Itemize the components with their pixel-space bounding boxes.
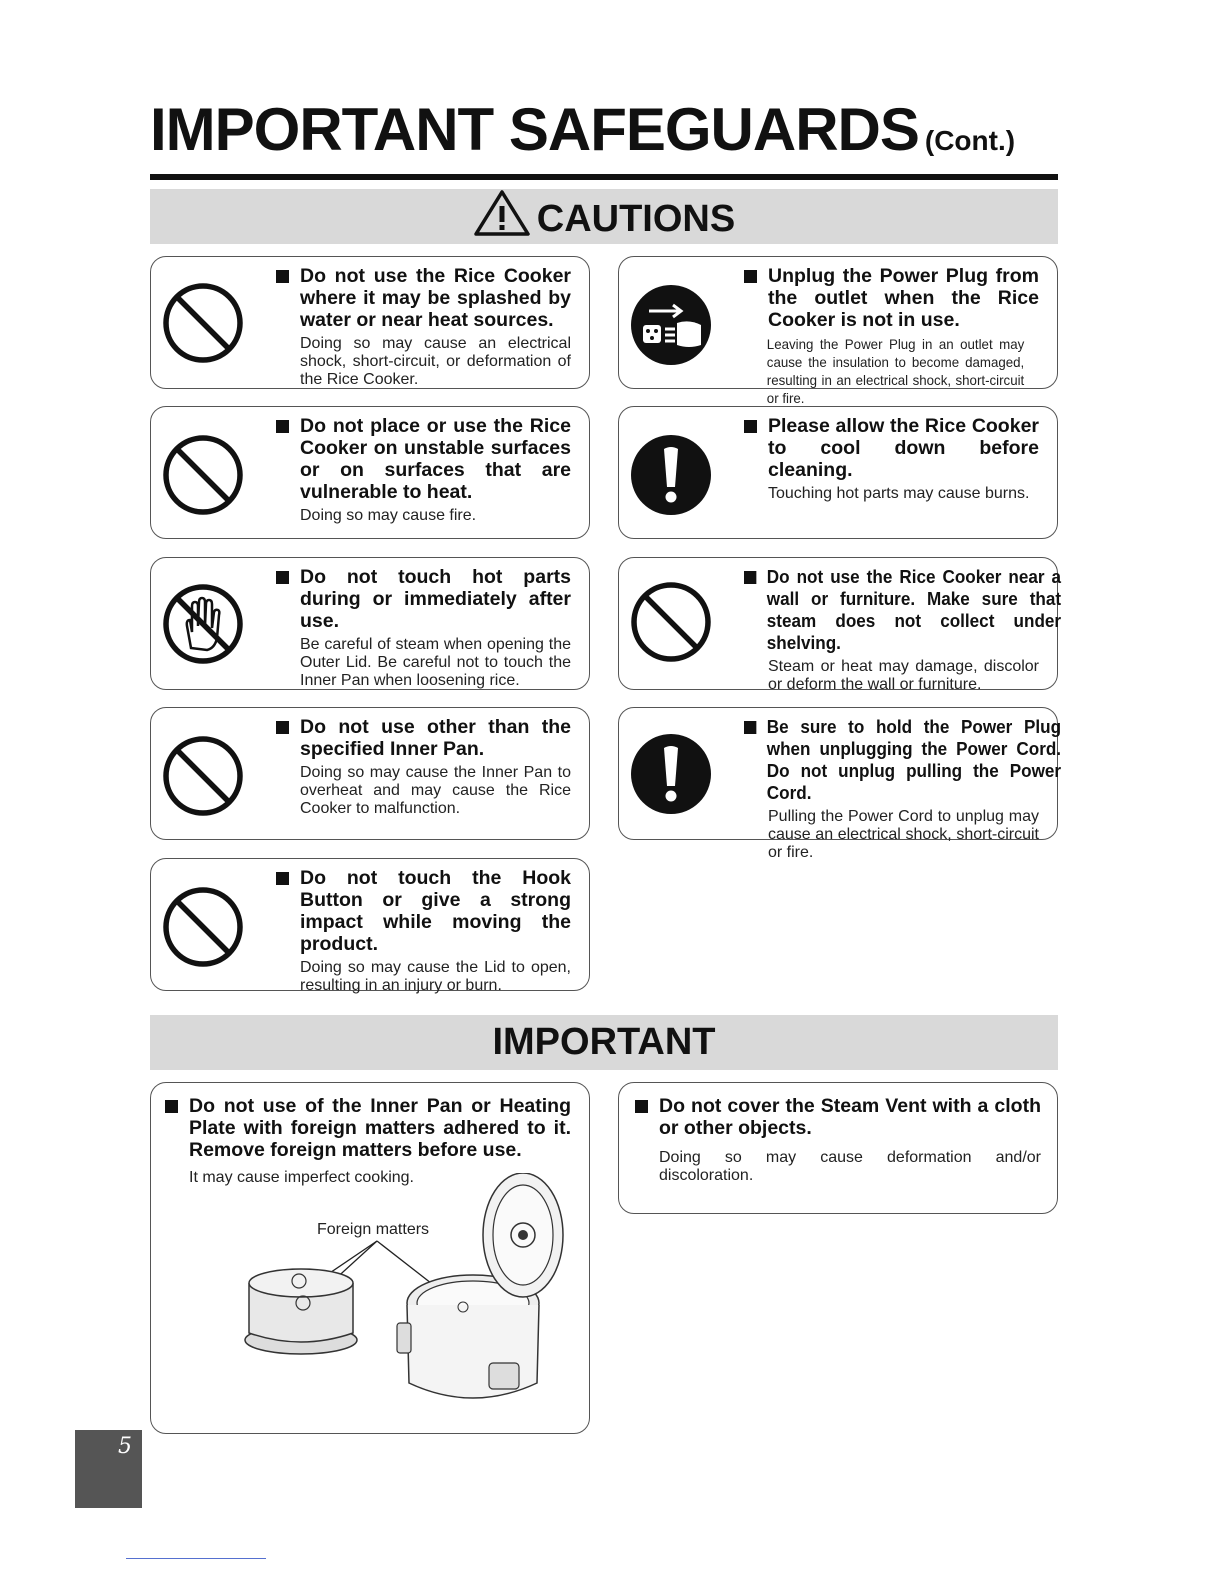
caution-body: Doing so may cause the Inner Pan to overheat and may cause the Rice Cooker to malfunction. (300, 764, 571, 817)
caution-heading: Please allow the Rice Cooker to cool down before cleaning. (744, 415, 1039, 481)
important-body: It may cause imperfect cooking. (189, 1169, 414, 1186)
caution-heading: Do not place or use the Rice Cooker on unstable surfaces or on surfaces that are vulnerable to heat. (276, 415, 571, 503)
prohibited-icon (161, 433, 245, 517)
caution-card-cool-down (618, 406, 1058, 539)
prohibited-icon (161, 734, 245, 818)
no-touch-icon (161, 582, 245, 666)
caution-body: Touching hot parts may cause burns. (768, 485, 1030, 502)
caution-card-hot-parts (150, 557, 590, 690)
caution-heading: Be sure to hold the Power Plug when unplugging the Power Cord. Do not unplug pulling the Power Cord. (744, 716, 1061, 804)
important-heading: Do not use of the Inner Pan or Heating Plate with foreign matters adhered to it. Remove foreign matters before use. (165, 1095, 571, 1161)
caution-card-power-plug (618, 707, 1062, 861)
page-number: 5 (75, 1430, 142, 1508)
important-body: Doing so may cause deformation and/or discoloration. (659, 1149, 1041, 1184)
prohibited-icon (629, 580, 713, 664)
caution-card-hook-button (150, 858, 590, 994)
caution-body: Leaving the Power Plug in an outlet may cause the insulation to become damaged, resulting in an electrical shock, short-circuit or fire. (766, 336, 1025, 406)
caution-heading: Do not touch the Hook Button or give a strong impact while moving the product. (276, 867, 571, 955)
rice-cooker-illustration (237, 1173, 577, 1423)
important-card-steam-vent (618, 1082, 1058, 1214)
caution-body: Doing so may cause an electrical shock, short-circuit, or deformation of the Rice Cooker. (300, 335, 571, 388)
cautions-band-label: CAUTIONS (536, 198, 736, 240)
caution-heading: Do not use the Rice Cooker where it may be splashed by water or near heat sources. (276, 265, 571, 331)
caution-heading: Do not use the Rice Cooker near a wall or furniture. Make sure that steam does not collect under shelving. (744, 566, 1061, 654)
caution-heading: Unplug the Power Plug from the outlet when the Rice Cooker is not in use. (744, 265, 1039, 331)
prohibited-icon (161, 281, 245, 365)
caution-card-unplug (618, 256, 1058, 406)
important-heading: Do not cover the Steam Vent with a cloth or other objects. (635, 1095, 1041, 1139)
caution-body: Doing so may cause the Lid to open, resulting in an injury or burn. (300, 959, 571, 994)
caution-heading: Do not use other than the specified Inner Pan. (276, 716, 571, 760)
figure-label: Foreign matters (317, 1221, 430, 1238)
page-title-text: IMPORTANT SAFEGUARDS (150, 96, 919, 163)
caution-body: Be careful of steam when opening the Outer Lid. Be careful not to touch the Inner Pan when loosening rice. (300, 636, 571, 689)
caution-body: Doing so may cause fire. (300, 507, 477, 524)
footer-rule (126, 1558, 266, 1559)
caution-card-wall (618, 557, 1062, 693)
page-title (150, 96, 1016, 163)
page-title-cont: (Cont.) (924, 125, 1016, 156)
exclamation-icon (629, 732, 713, 816)
exclamation-icon (629, 433, 713, 517)
prohibited-icon (161, 885, 245, 969)
caution-body: Pulling the Power Cord to unplug may cause an electrical shock, short-circuit or fire. (768, 808, 1039, 861)
cautions-band (150, 189, 1058, 244)
caution-body: Steam or heat may damage, discolor or deform the wall or furniture. (768, 658, 1039, 693)
caution-card-unstable (150, 406, 590, 539)
important-band (150, 1015, 1058, 1070)
warning-triangle-icon (473, 189, 531, 237)
caution-heading: Do not touch hot parts during or immediately after use. (276, 566, 571, 632)
title-rule (150, 174, 1058, 180)
caution-card-splash (150, 256, 590, 389)
caution-card-inner-pan (150, 707, 590, 840)
important-card-foreign-matters (150, 1082, 590, 1434)
important-band-label: IMPORTANT (492, 1021, 716, 1063)
unplug-icon (629, 283, 713, 367)
